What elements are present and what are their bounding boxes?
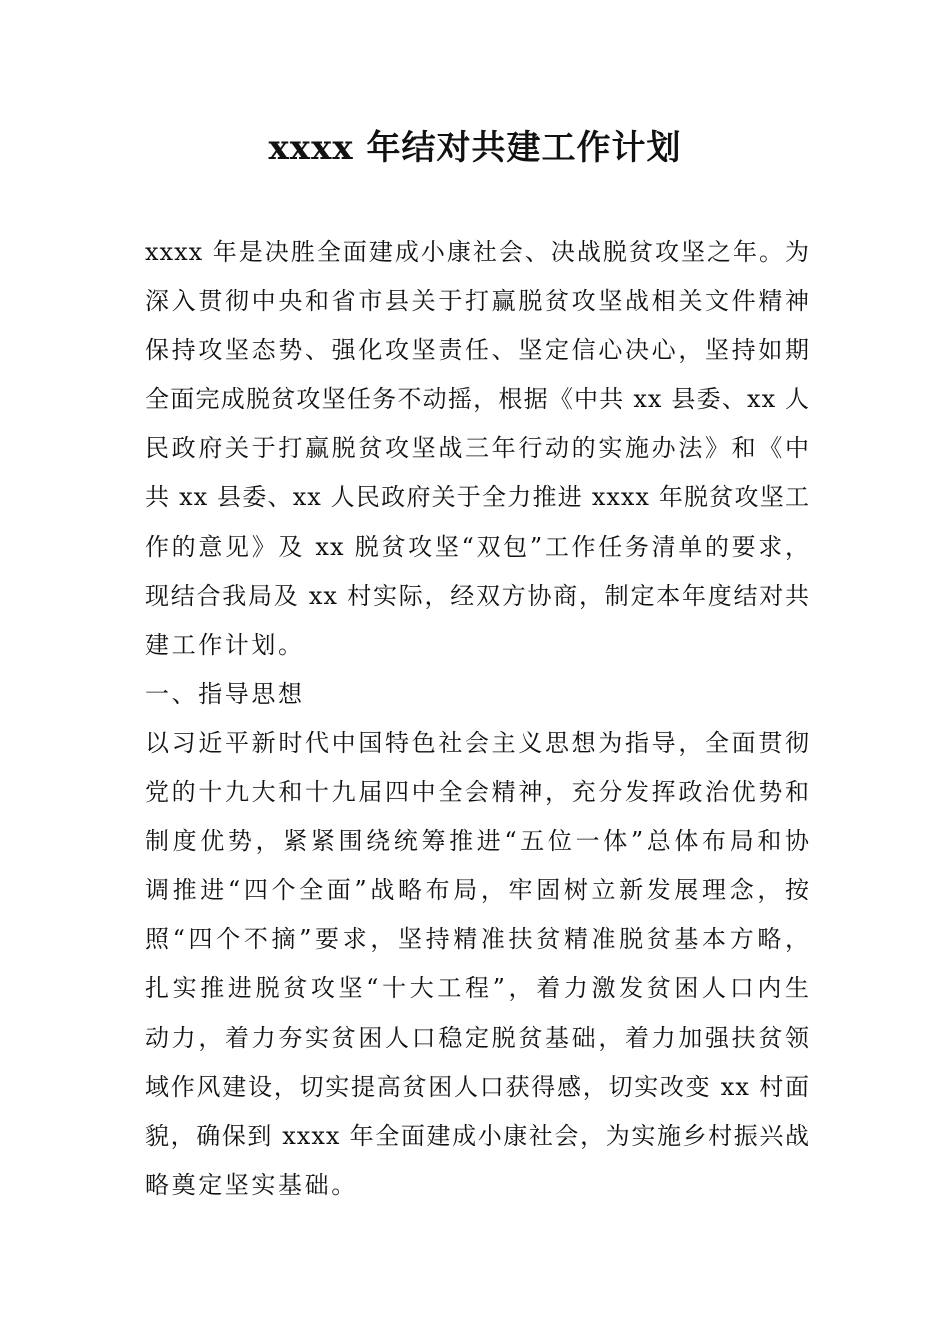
body-line: 以习近平新时代中国特色社会主义思想为指导，全面贯彻 bbox=[145, 728, 810, 757]
document-title: xxxx 年结对共建工作计划 bbox=[268, 128, 682, 168]
body-line: 保持攻坚态势、强化攻坚责任、坚定信心决心，坚持如期 bbox=[145, 336, 810, 365]
body-line: 党的十九大和十九届四中全会精神，充分发挥政治优势和 bbox=[145, 778, 810, 807]
body-line: 现结合我局及 xx 村实际，经双方协商，制定本年度结对共 bbox=[145, 581, 810, 610]
body-line: xxxx 年是决胜全面建成小康社会、决战脱贫攻坚之年。为 bbox=[145, 238, 810, 266]
body-line: 建工作计划。 bbox=[145, 630, 305, 659]
body-line: 貌，确保到 xxxx 年全面建成小康社会，为实施乡村振兴战 bbox=[145, 1121, 810, 1150]
body-line: 调推进“四个全面”战略布局，牢固树立新发展理念，按 bbox=[145, 876, 810, 905]
body-line: 全面完成脱贫攻坚任务不动摇，根据《中共 xx 县委、xx 人 bbox=[145, 385, 810, 414]
body-line: 共 xx 县委、xx 人民政府关于全力推进 xxxx 年脱贫攻坚工 bbox=[145, 483, 810, 512]
body-line: 深入贯彻中央和省市县关于打赢脱贫攻坚战相关文件精神 bbox=[145, 287, 810, 316]
body-line: 动力，着力夯实贫困人口稳定脱贫基础，着力加强扶贫领 bbox=[145, 1023, 810, 1052]
body-line: 照“四个不摘”要求，坚持精准扶贫精准脱贫基本方略， bbox=[145, 925, 810, 954]
body-line: 民政府关于打赢脱贫攻坚战三年行动的实施办法》和《中 bbox=[145, 434, 810, 463]
section-heading: 一、指导思想 bbox=[145, 679, 305, 708]
body-line: 域作风建设，切实提高贫困人口获得感，切实改变 xx 村面 bbox=[145, 1072, 810, 1101]
body-line: 作的意见》及 xx 脱贫攻坚“双包”工作任务清单的要求， bbox=[145, 532, 810, 561]
document-body bbox=[145, 228, 810, 1210]
body-line: 略奠定坚实基础。 bbox=[145, 1170, 358, 1199]
body-line: 制度优势，紧紧围绕统筹推进“五位一体”总体布局和协 bbox=[145, 827, 810, 856]
body-line: 扎实推进脱贫攻坚“十大工程”，着力激发贫困人口内生 bbox=[145, 974, 810, 1003]
